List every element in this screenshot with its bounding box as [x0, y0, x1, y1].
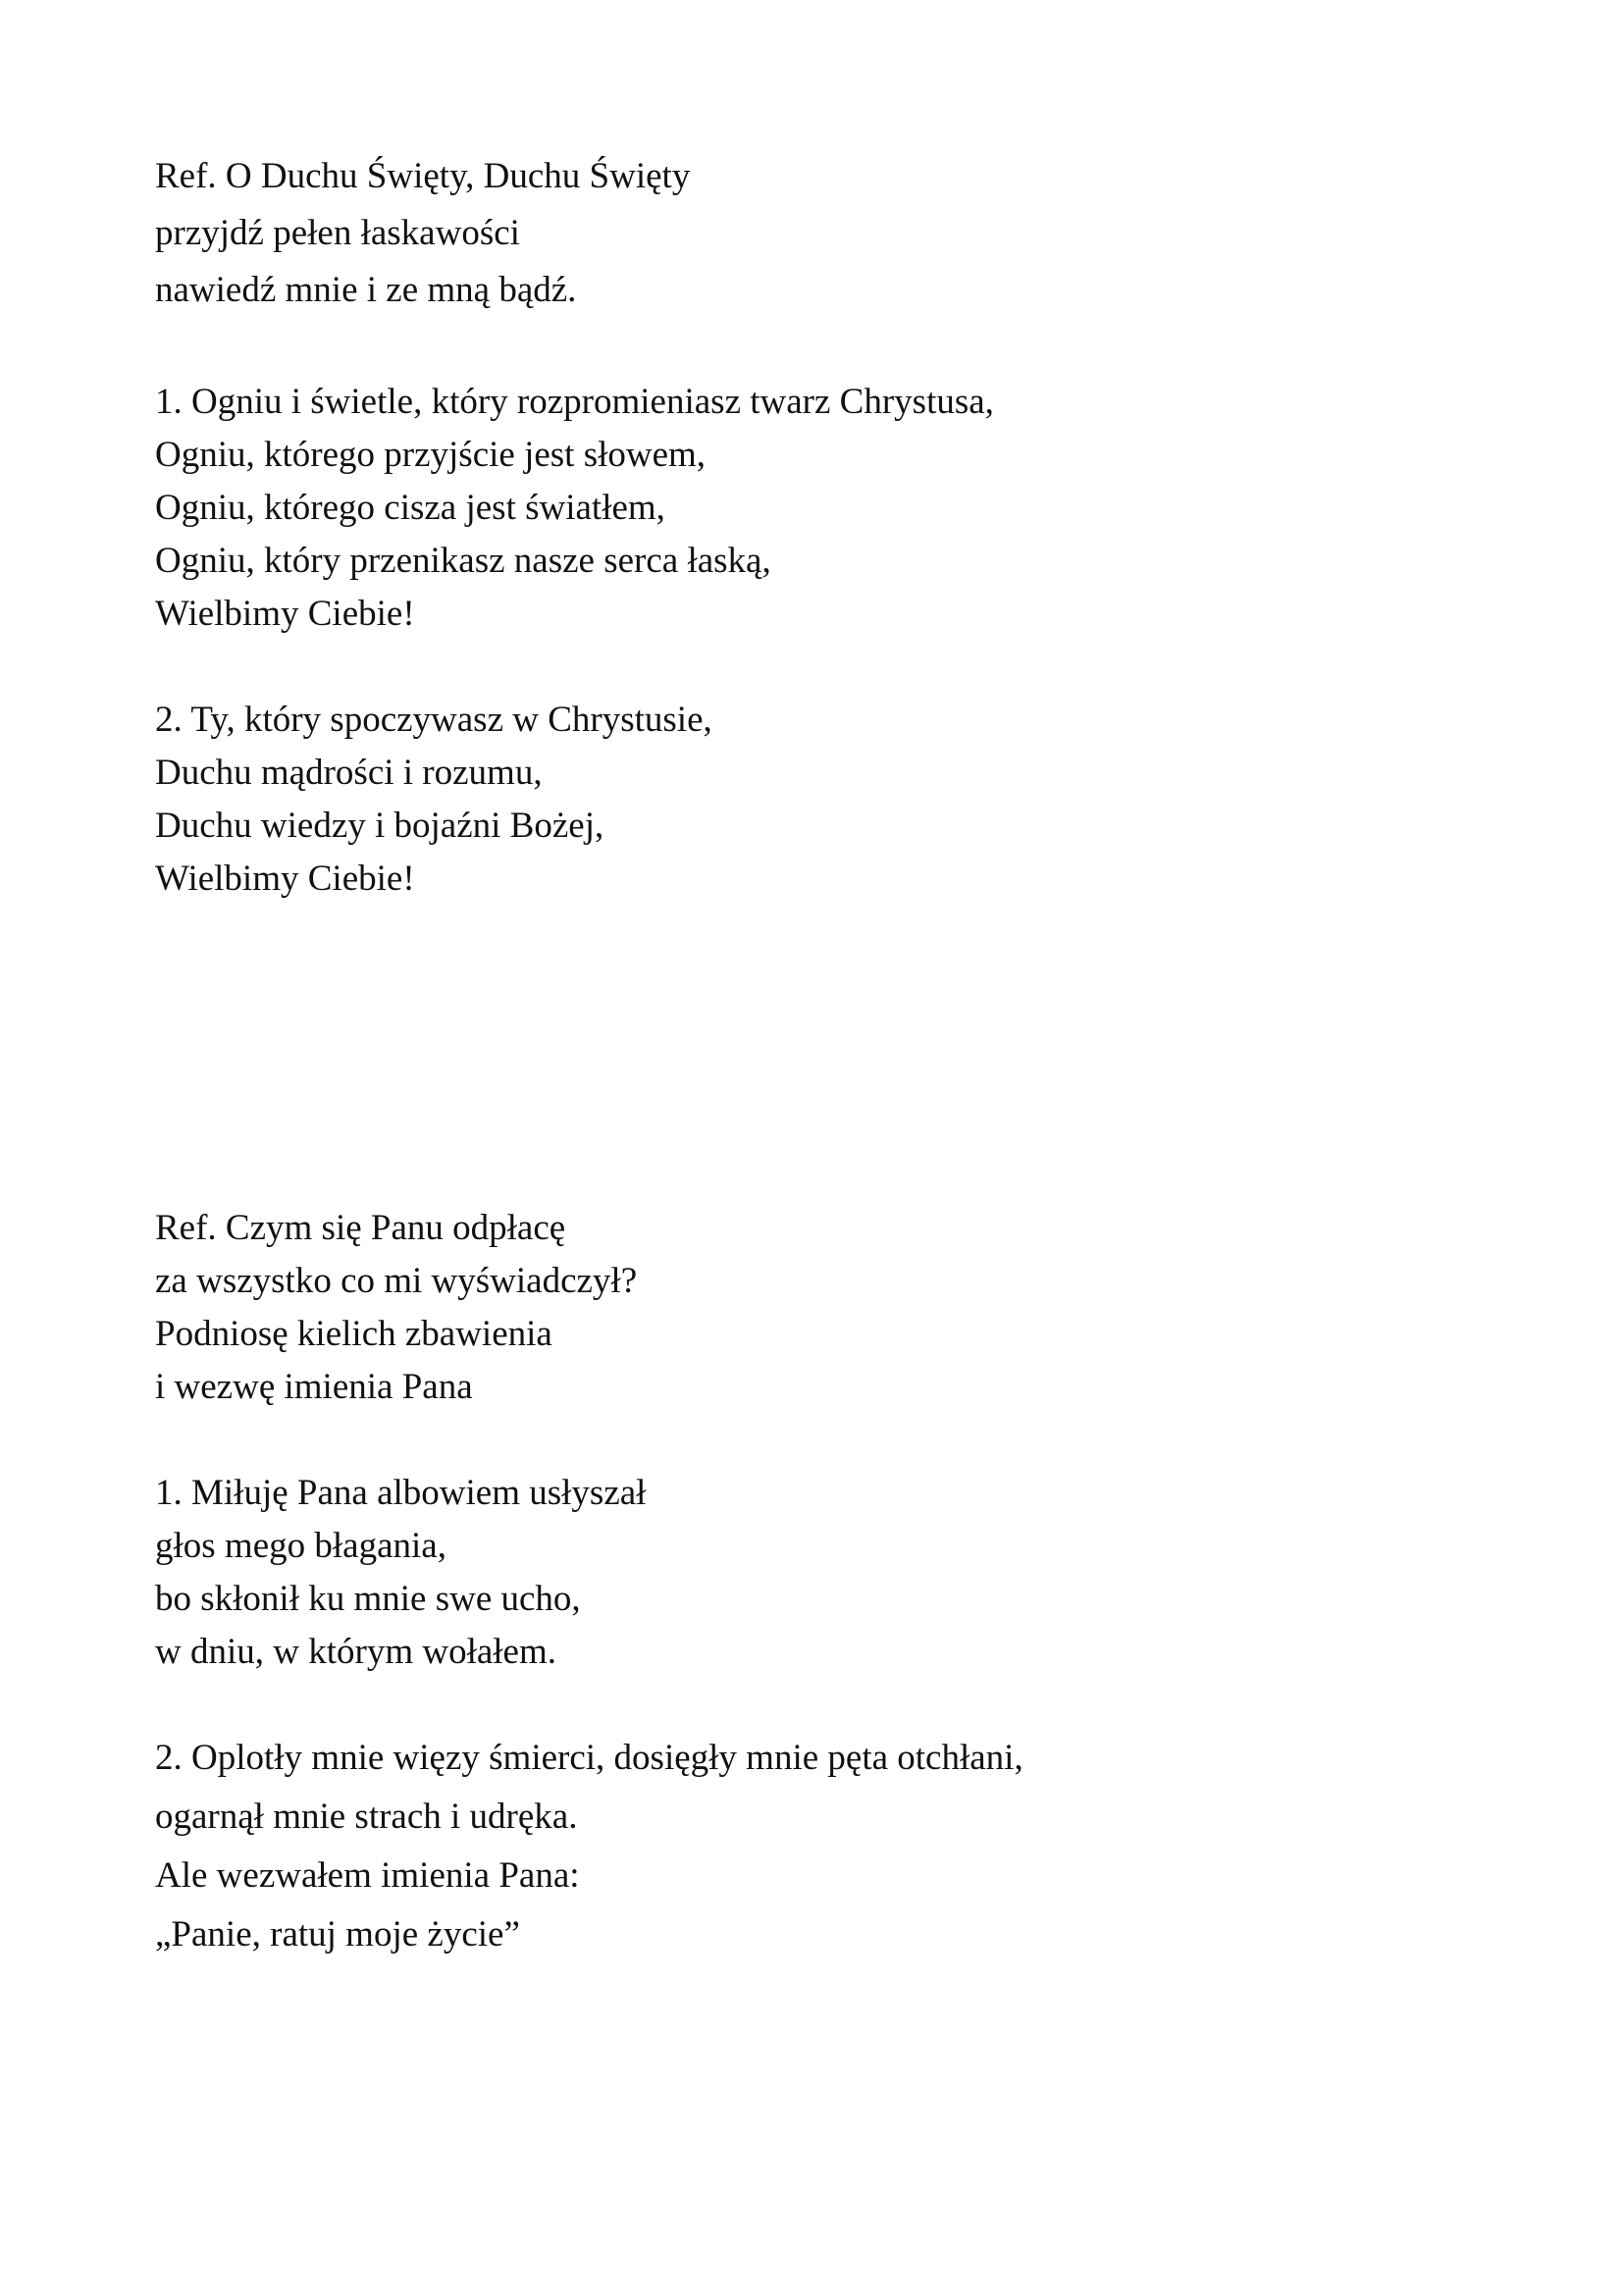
- song2-verse1-line: w dniu, w którym wołałem.: [155, 1632, 557, 1672]
- song1-verse2-line: Duchu wiedzy i bojaźni Bożej,: [155, 806, 604, 846]
- song2-verse2-line: 2. Oplotły mnie więzy śmierci, dosięgły mnie pęta otchłani,: [155, 1738, 1023, 1778]
- song2-verse2-line: Ale wezwałem imienia Pana:: [155, 1855, 580, 1896]
- song1-verse1-line: Wielbimy Ciebie!: [155, 594, 415, 634]
- song1-refrain-line: przyjdź pełen łaskawości: [155, 213, 520, 253]
- song1-verse1-line: Ogniu, którego cisza jest światłem,: [155, 488, 665, 528]
- song1-verse2-line: 2. Ty, który spoczywasz w Chrystusie,: [155, 700, 712, 740]
- song2-verse1-line: 1. Miłuję Pana albowiem usłyszał: [155, 1473, 647, 1513]
- song1-verse2-line: Wielbimy Ciebie!: [155, 859, 415, 899]
- song2-refrain-line: Ref. Czym się Panu odpłacę: [155, 1208, 566, 1248]
- song1-verse1-line: Ogniu, którego przyjście jest słowem,: [155, 435, 707, 475]
- song2-refrain-line: i wezwę imienia Pana: [155, 1367, 473, 1407]
- song2-verse1-line: głos mego błagania,: [155, 1526, 446, 1566]
- song1-refrain-line: nawiedź mnie i ze mną bądź.: [155, 270, 577, 310]
- song2-verse1-line: bo skłonił ku mnie swe ucho,: [155, 1579, 581, 1619]
- song2-refrain-line: za wszystko co mi wyświadczył?: [155, 1261, 638, 1301]
- song1-refrain-line: Ref. O Duchu Święty, Duchu Święty: [155, 156, 691, 196]
- song2-verse2-line: ogarnął mnie strach i udręka.: [155, 1797, 578, 1837]
- song1-verse1-line: 1. Ogniu i świetle, który rozpromieniasz twarz Chrystusa,: [155, 382, 994, 422]
- song1-verse2-line: Duchu mądrości i rozumu,: [155, 753, 543, 793]
- song1-verse1-line: Ogniu, który przenikasz nasze serca łaską,: [155, 541, 771, 581]
- song2-verse2-line: „Panie, ratuj moje życie”: [155, 1914, 520, 1955]
- song2-refrain-line: Podniosę kielich zbawienia: [155, 1314, 552, 1354]
